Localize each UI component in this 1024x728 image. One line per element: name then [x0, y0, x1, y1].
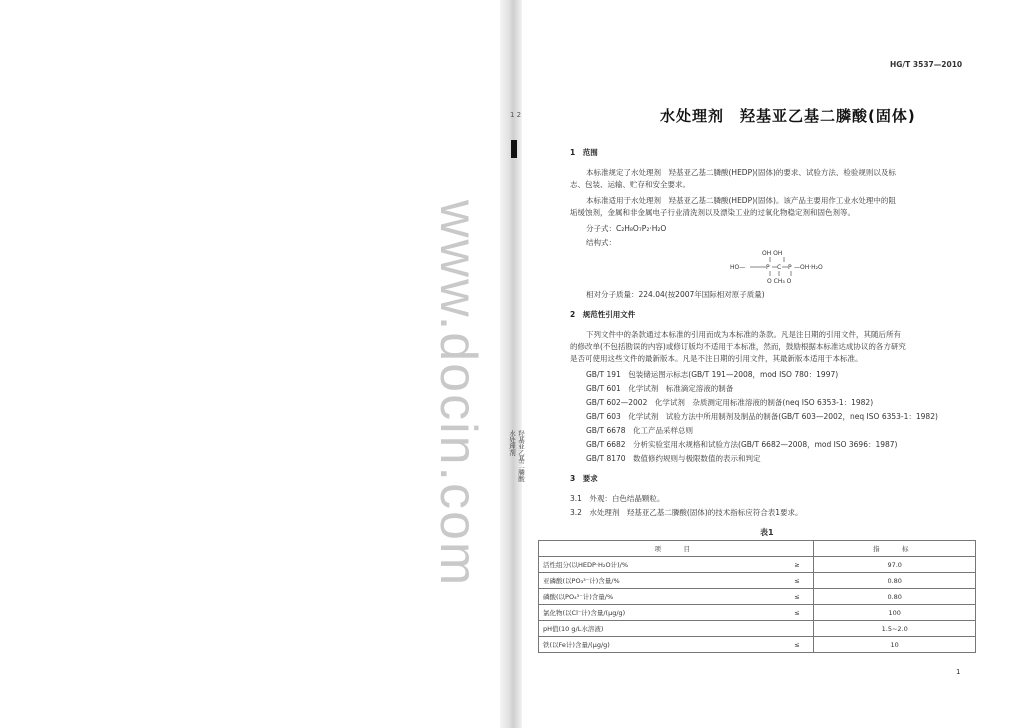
struct-right: —OH·H₂O: [794, 264, 823, 271]
section-1-paragraph-2: 本标准适用于水处理剂 羟基亚乙基二膦酸(HEDP)(固体)。该产品主要用作工业水处理中的阻: [586, 196, 896, 205]
document-title: 水处理剂 羟基亚乙基二膦酸(固体): [660, 107, 916, 125]
table-cell-name: 亚磷酸(以PO₃³⁻计)含量/%: [539, 573, 781, 589]
reference-item: GB/T 6678 化工产品采样总则: [586, 426, 694, 435]
table-cell-symbol: ≥: [781, 557, 814, 573]
table-cell-symbol: ≤: [781, 605, 814, 621]
struct-c-center: C: [777, 264, 782, 271]
page-number: 1: [956, 668, 961, 676]
table-header-index: 指 标: [814, 541, 976, 557]
molar-mass: 相对分子质量：224.04(按2007年国际相对原子质量): [586, 290, 765, 299]
table-row: [539, 637, 976, 653]
struct-p-right: P: [788, 264, 792, 271]
table-cell-symbol: [781, 621, 814, 637]
table-cell-name: 磷酸(以PO₄³⁻计)含量/%: [539, 589, 781, 605]
reference-item: GB/T 601 化学试剂 标准滴定溶液的制备: [586, 384, 734, 393]
table-title: 表1: [760, 528, 774, 537]
section-3-heading: 3 要求: [570, 474, 598, 483]
section-1-paragraph-cont: 志、包装、运输、贮存和安全要求。: [570, 180, 690, 189]
struct-left: HO—: [730, 264, 746, 271]
table-row: [539, 589, 976, 605]
structural-formula: [730, 248, 840, 288]
section-2-heading: 2 规范性引用文件: [570, 310, 636, 319]
page-edge-mark: [511, 140, 517, 158]
table-cell-value: 100: [814, 605, 976, 621]
table-header-item: 项 目: [539, 541, 814, 557]
reference-item: GB/T 603 化学试剂 试验方法中所用制剂及制品的制备(GB/T 603—2002，neq ISO 6353-1：1982): [586, 412, 938, 421]
spine-text-left: 水处理剂: [508, 430, 516, 456]
reference-item: GB/T 6682 分析实验室用水规格和试验方法(GB/T 6682—2008，mod ISO 3696：1987): [586, 440, 898, 449]
spec-table: [538, 540, 976, 653]
spine-text-right: 羟基亚乙基二膦酸: [517, 430, 525, 482]
struct-p-left: P: [766, 264, 770, 271]
struct-oh-top: OH OH: [762, 250, 783, 257]
section-2-paragraph-cont: 的修改单(不包括勘误的内容)或修订版均不适用于本标准，然而，鼓励根据本标准达成协议的各方研究: [570, 342, 906, 351]
section-2-paragraph-cont-2: 是否可使用这些文件的最新版本。凡是不注日期的引用文件，其最新版本适用于本标准。: [570, 354, 863, 363]
reference-item: GB/T 602—2002 化学试剂 杂质测定用标准溶液的制备(neq ISO 6353-1：1982): [586, 398, 874, 407]
table-cell-name: 活性组分(以HEDP·H₂O计)/%: [539, 557, 781, 573]
section-2-paragraph: 下列文件中的条款通过本标准的引用而成为本标准的条款。凡是注日期的引用文件，其随后所有: [586, 330, 901, 339]
clause-3-2: 3.2 水处理剂 羟基亚乙基二膦酸(固体)的技术指标应符合表1要求。: [570, 508, 803, 517]
reference-item: GB/T 191 包装储运图示标志(GB/T 191—2008，mod ISO 780：1997): [586, 370, 839, 379]
table-row: [539, 573, 976, 589]
table-row: [539, 621, 976, 637]
struct-bottom: O CH₃ O: [767, 278, 792, 285]
table-header-row: [539, 541, 976, 557]
clause-3-1: 3.1 外观：白色结晶颗粒。: [570, 494, 665, 503]
table-cell-value: 0.80: [814, 589, 976, 605]
table-row: [539, 557, 976, 573]
book-gutter: [500, 0, 522, 728]
table-cell-symbol: ≤: [781, 637, 814, 653]
table-cell-value: 10: [814, 637, 976, 653]
reference-item: GB/T 8170 数值修约规则与极限数值的表示和判定: [586, 454, 761, 463]
table-row: [539, 605, 976, 621]
structure-label: 结构式：: [586, 238, 616, 247]
page-edge-numbers: 1 2: [510, 111, 522, 119]
table-cell-value: 97.0: [814, 557, 976, 573]
table-cell-name: 氯化物(以Cl⁻计)含量/(μg/g): [539, 605, 781, 621]
table-cell-name: 铁(以Fe计)含量/(μg/g): [539, 637, 781, 653]
molecular-formula: 分子式：C₂H₈O₇P₂·H₂O: [586, 224, 667, 233]
section-1-paragraph-2-cont: 垢缓蚀剂，金属和非金属电子行业清洗剂以及漂染工业的过氧化物稳定剂和固色剂等。: [570, 208, 855, 217]
table-cell-name: pH值(10 g/L水溶液): [539, 621, 781, 637]
table-cell-symbol: ≤: [781, 589, 814, 605]
table-cell-value: 1.5~2.0: [814, 621, 976, 637]
table-cell-value: 0.80: [814, 573, 976, 589]
section-1-paragraph: 本标准规定了水处理剂 羟基亚乙基二膦酸(HEDP)(固体)的要求、试验方法、检验规则以及标: [586, 168, 896, 177]
watermark: www.docin.com: [429, 200, 487, 588]
table-cell-symbol: ≤: [781, 573, 814, 589]
document-code: HG/T 3537—2010: [890, 60, 963, 69]
section-1-heading: 1 范围: [570, 148, 598, 157]
